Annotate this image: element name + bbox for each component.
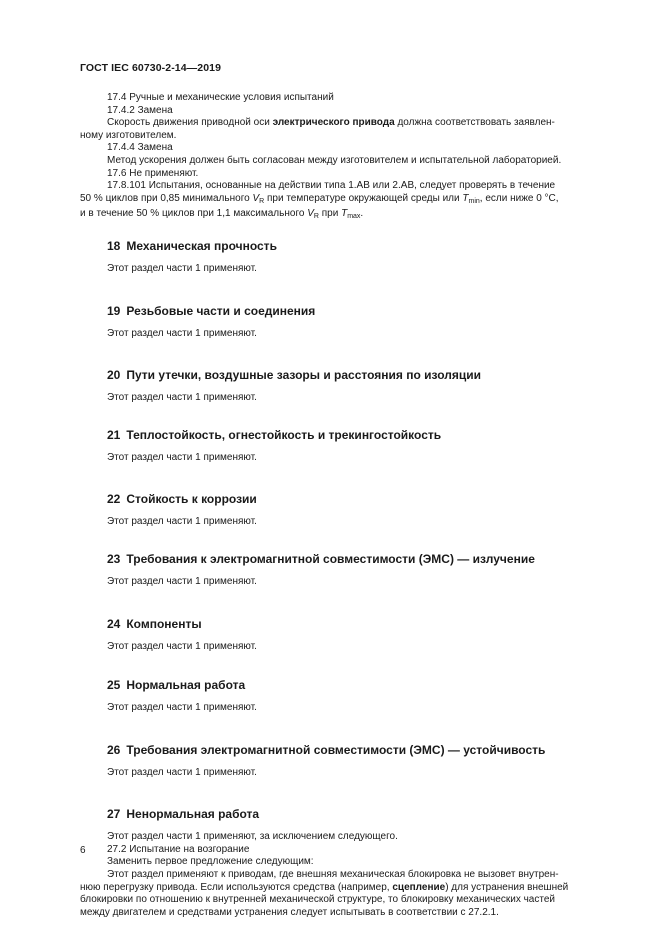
section-number: 19: [107, 303, 121, 318]
section-heading-text: Нормальная работа: [126, 678, 246, 693]
section-number: 25: [107, 678, 121, 693]
section-title-25: [80, 678, 612, 692]
clause-17-4: 17.4 Ручные и механические условия испытаний: [107, 92, 334, 103]
section-body-19: Этот раздел части 1 применяют.: [107, 327, 257, 339]
section-title-18: [80, 239, 612, 253]
clause-17-4-2: 17.4.2 Замена: [107, 104, 173, 116]
section-body-20: Этот раздел части 1 применяют.: [107, 392, 257, 404]
clause-17-8-101: 17.8.101 Испытания, основанные на действии типа 1.AB или 2.AB, следует проверять в течение: [107, 180, 556, 192]
clause-27-tail: [80, 844, 612, 920]
section-heading-text: Требования к электромагнитной совместимости (ЭМС) — излучение: [126, 551, 535, 566]
section-number: 21: [107, 427, 121, 442]
section-body-18: Этот раздел части 1 применяют.: [107, 262, 257, 274]
section-body-23: Этот раздел части 1 применяют.: [107, 575, 257, 587]
document-header: ГОСТ IEC 60730-2-14—2019: [80, 62, 222, 74]
section-heading-text: Компоненты: [126, 616, 202, 631]
section-heading-text: Резьбовые части и соединения: [126, 303, 316, 318]
section-number: 20: [107, 368, 121, 383]
section-heading-text: Механическая прочность: [126, 238, 277, 253]
term-electric-actuator: электрического привода: [272, 117, 395, 129]
section-body-25: Этот раздел части 1 применяют.: [107, 702, 257, 714]
section-number: 24: [107, 616, 121, 631]
section-title-21: [80, 428, 612, 442]
clause-27-2-text-line4: между двигателем и средствами устранения следует испытывать в соответствии с 27.2.1.: [80, 906, 499, 918]
section-title-20: [80, 368, 612, 382]
section-title-24: [80, 617, 612, 631]
clause-27-2-text: Этот раздел применяют к приводам, где внешняя механическая блокировка не вызовет внутрен-: [107, 869, 559, 881]
section-heading-text: Стойкость к коррозии: [126, 492, 257, 507]
section-number: 22: [107, 492, 121, 507]
section-number: 26: [107, 742, 121, 757]
clause-27-2: 27.2 Испытание на возгорание: [107, 843, 250, 855]
clause-27-2-text-line3: блокировки по отношению к внутренней механической структуре, то блокировку механических частей: [80, 894, 555, 906]
section-number: 23: [107, 551, 121, 566]
clause-17-4-4: 17.4.4 Замена: [107, 142, 173, 154]
section-title-19: [80, 304, 612, 318]
section-body-21: Этот раздел части 1 применяют.: [107, 451, 257, 463]
clause-17-4-2-text: Скорость движения приводной оси электрического привода должна соответствовать заявлен-: [107, 117, 555, 129]
page-number: 6: [80, 845, 86, 856]
section-title-22: [80, 492, 612, 506]
section-title-27: [80, 807, 612, 821]
section-heading-text: Теплостойкость, огнестойкость и трекингостойкость: [126, 427, 442, 442]
section-number: 18: [107, 238, 121, 253]
section-body-22: Этот раздел части 1 применяют.: [107, 516, 257, 528]
clause-17-8-101-line2: 50 % циклов при 0,85 минимального $V_R$ при температуре окружающей среды или $T_{min}$, если ниже 0 °С,: [80, 192, 559, 205]
clause-17-8-101-line3: и в течение 50 % циклов при 1,1 максимального $V_R$ при $T_{max}$.: [80, 208, 364, 221]
section-number: 27: [107, 807, 121, 822]
clause-17-6: 17.6 Не применяют.: [107, 167, 199, 179]
sections-list: [80, 239, 612, 844]
section-title-26: [80, 743, 612, 757]
section-heading-text: Ненормальная работа: [126, 807, 260, 822]
document-body: [80, 92, 612, 919]
clause-27-2-text-line2: нюю перегрузку привода. Если используются средства (например, сцепление) для устранения внешней: [80, 881, 569, 893]
section-body-26: Этот раздел части 1 применяют.: [107, 766, 257, 778]
clause-17-4-4-text: Метод ускорения должен быть согласован между изготовителем и испытательной лабораторией.: [107, 154, 562, 166]
section-title-23: [80, 552, 612, 566]
term-clutch: сцепление: [392, 881, 446, 893]
clause-17-4-2-text-cont: ному изготовителем.: [80, 129, 177, 141]
section-body-24: Этот раздел части 1 применяют.: [107, 640, 257, 652]
section-body-27: Этот раздел части 1 применяют, за исключением следующего.: [107, 831, 398, 843]
clause-27-2-instruction: Заменить первое предложение следующим:: [107, 856, 314, 868]
section-heading-text: Пути утечки, воздушные зазоры и расстояния по изоляции: [126, 368, 481, 383]
section-heading-text: Требования электромагнитной совместимости (ЭМС) — устойчивость: [126, 742, 546, 757]
